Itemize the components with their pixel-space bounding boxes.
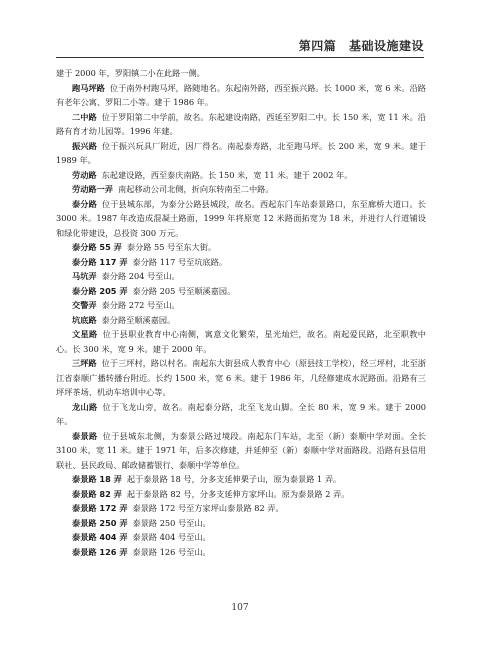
road-entry (56, 429, 426, 473)
road-entry (56, 530, 426, 545)
road-entry (56, 545, 426, 560)
road-entry (56, 313, 426, 328)
road-name: 泰分路 (72, 198, 97, 209)
road-name: 泰景路 126 弄 (72, 546, 128, 557)
road-name: 泰分路 205 弄 (72, 285, 128, 296)
page-number: 107 (231, 603, 249, 613)
road-entry (56, 182, 426, 197)
road-description: 泰分路 204 号至山。 (101, 271, 180, 281)
road-description: 泰景路 404 号至山。 (132, 532, 211, 542)
road-name: 马坑弄 (72, 271, 97, 281)
road-description: 南起移动公司北侧，折向东转南至二中路。 (117, 184, 274, 194)
road-entry (56, 240, 426, 255)
road-entry (56, 400, 426, 429)
road-description: 泰景路 172 号至方家坪山泰景路 82 弄。 (132, 503, 284, 513)
header-title: 基础设施建设 (348, 39, 424, 53)
road-name: 三坪路 (72, 358, 97, 368)
road-description: 位于县城东北侧，为泰景公路过境段。南起东门车站，北至（新）泰顺中学对面。全长 3100 米，宽 11 米。建于 1971 年，后多次修建，并延伸至（新）泰顺中学对面路段。沿路有县信用联社、县民政局、邮政储蓄银行、泰顺中学等单位。 (56, 430, 426, 470)
road-entry (56, 168, 426, 183)
road-description: 位于县职业教育中心南侧，寓意文化繁荣，星光灿烂，故名。南起爱民路，北至职教中心。长 300 米，宽 9 米。建于 2000 年。 (56, 329, 426, 354)
road-name: 跑马坪路 (72, 82, 105, 93)
road-name: 坑底路 (72, 314, 97, 325)
road-description: 泰分路 117 号至坑底路。 (132, 256, 228, 267)
road-name: 劳动路 (72, 169, 97, 180)
road-description: 位于南外村跑马坪，路随地名。东起南外路，西至振兴路。长 1000 米，宽 6 米。沿路有老年公寓、罗阳二小等。建于 1986 年。 (56, 82, 426, 107)
road-description: 泰分路至顺溪嘉园。 (101, 314, 176, 325)
road-entry (56, 516, 426, 531)
road-entry (56, 197, 426, 241)
road-entry (56, 501, 426, 516)
road-description: 位于罗阳第二中学前，故名。东起建设南路，西延至罗阳二中。长 150 米，宽 11 米。沿路有育才幼儿园等。1996 年建。 (56, 111, 426, 136)
road-description: 位于振兴玩具厂附近，因厂得名。南起泰寿路，北至跑马坪。长 200 米，宽 9 米。建于 1989 年。 (56, 140, 426, 165)
header-part: 第四篇 (298, 39, 337, 53)
road-description: 位于飞龙山旁，故名。南起泰分路，北至飞龙山脚。全长 80 米，宽 9 米。建于 2000 年。 (56, 401, 426, 426)
road-entry (56, 269, 426, 284)
road-entry (56, 284, 426, 299)
road-name: 交警弄 (72, 300, 97, 310)
road-description: 位于三坪村，路以村名。南起东大街县成人教育中心（原县技工学校），经三坪村，北至浙江省泰顺广播转播台附近。长约 1500 米，宽 6 米。建于 1986 年，几经修建成水泥路面。沿路有三坪坪茶场、机动车培训中心等。 (56, 358, 426, 397)
road-name: 泰景路 404 弄 (72, 532, 128, 542)
road-description: 位于县城东部，为泰分公路县城段，故名。西起东门车站泰景路口，东至廊桥大道口。长 3000 米。1987 年改造成混凝土路面，1999 年将原宽 12 米路面拓宽为 18 米，并进行人行道铺设和绿化带建设，总投资 300 万元。 (56, 198, 426, 238)
road-name: 文星路 (72, 329, 98, 339)
body-text (56, 66, 426, 559)
road-entry (56, 110, 426, 139)
road-entry (56, 139, 426, 168)
road-description: 泰分路 55 号至东大街。 (126, 242, 217, 252)
road-name: 泰分路 117 弄 (72, 256, 128, 267)
road-name: 泰景路 82 弄 (72, 488, 122, 499)
road-entry (56, 472, 426, 487)
road-name: 振兴路 (72, 140, 98, 151)
road-name: 泰分路 55 弄 (72, 242, 122, 252)
road-description: 泰分路 205 号至顺溪嘉园。 (132, 285, 236, 296)
road-entry (56, 81, 426, 110)
road-description: 泰景路 250 号至山。 (132, 517, 211, 528)
road-entry (56, 255, 426, 270)
road-entry (56, 356, 426, 400)
road-name: 泰景路 18 弄 (72, 474, 122, 484)
intro-continuation: 建于 2000 年，罗阳镇二小在此路一侧。 (56, 68, 205, 78)
road-description: 泰分路 272 号至山。 (101, 300, 180, 310)
road-entry (56, 327, 426, 356)
road-entry (56, 487, 426, 502)
road-name: 劳动路一弄 (72, 184, 113, 194)
road-name: 泰景路 250 弄 (72, 517, 128, 528)
road-name: 龙山路 (72, 401, 98, 412)
road-entry (56, 298, 426, 313)
road-name: 泰景路 (72, 430, 98, 441)
road-name: 二中路 (72, 111, 97, 122)
running-header (56, 37, 424, 58)
road-description: 东起建设路，西至泰庆南路。长 150 米，宽 11 米。建于 2002 年。 (101, 169, 353, 180)
road-description: 泰景路 126 号至山。 (132, 546, 211, 557)
road-description: 起于泰景路 82 号，分多支延伸方家坪山。原为泰景路 2 弄。 (126, 488, 350, 499)
road-name: 泰景路 172 弄 (72, 503, 128, 513)
road-description: 起于泰景路 18 号，分多支延伸栗子山，原为泰景路 1 弄。 (126, 474, 342, 484)
